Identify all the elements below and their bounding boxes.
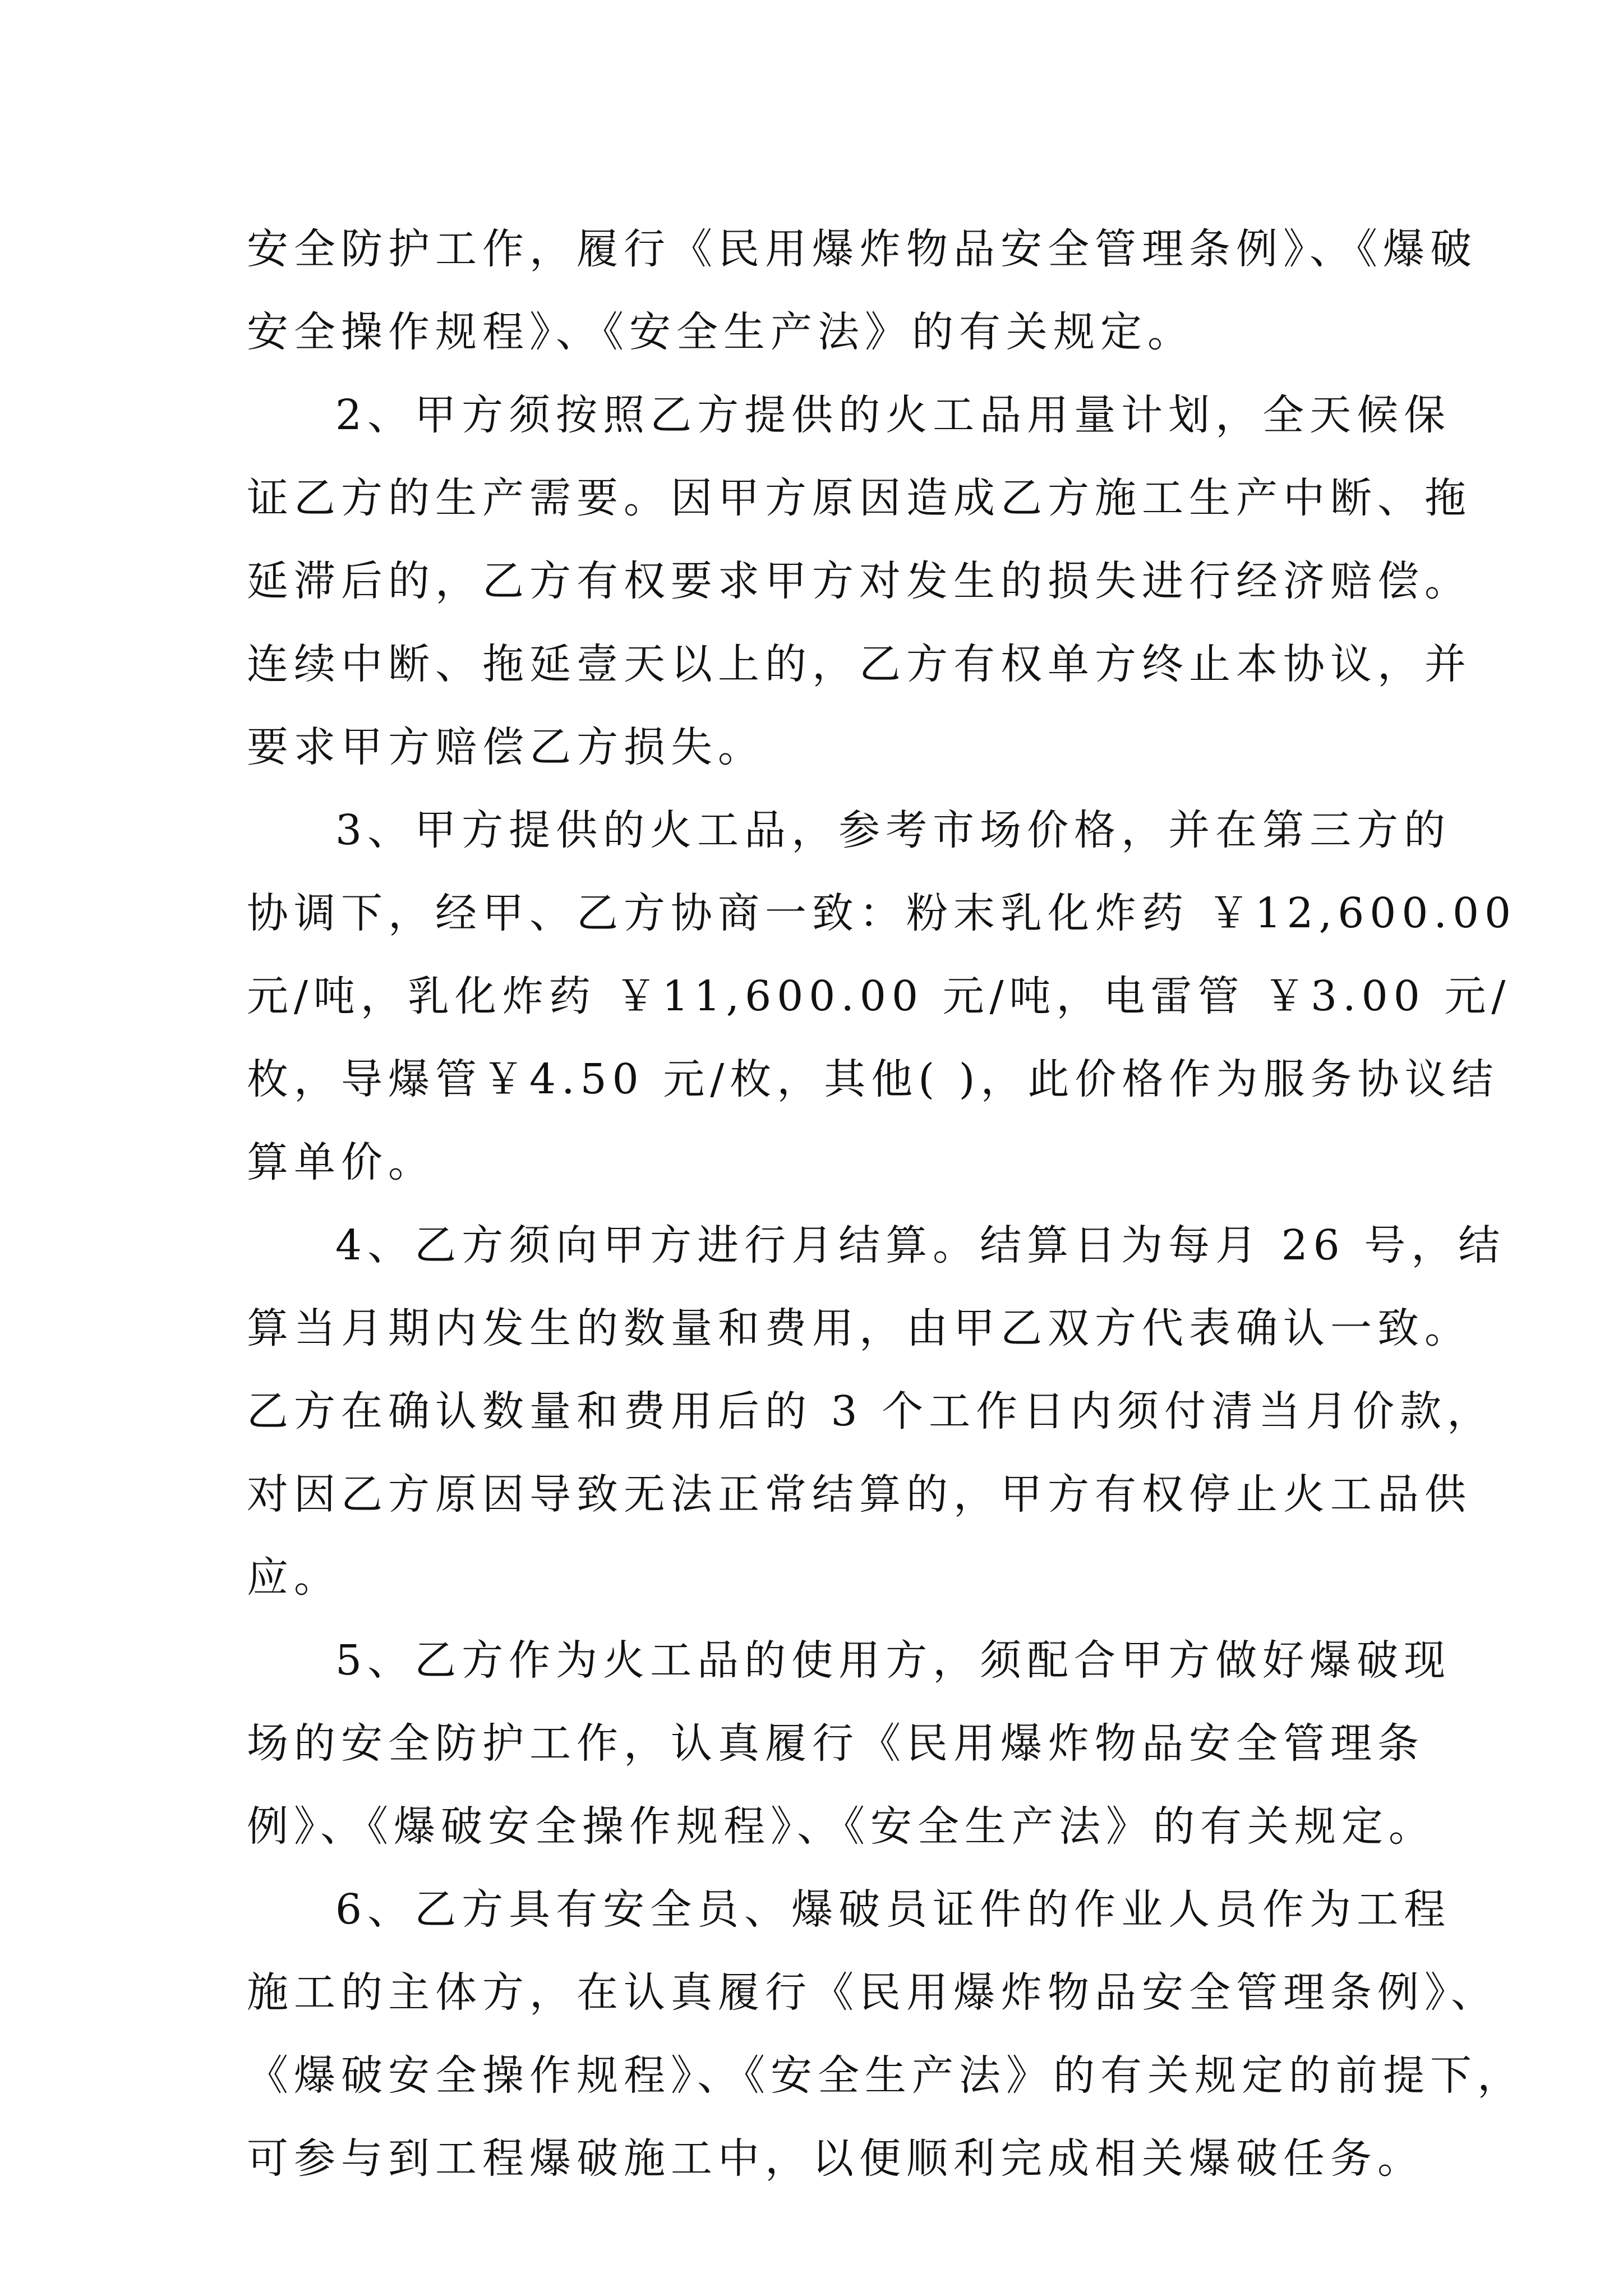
text-line: 对因乙方原因导致无法正常结算的，甲方有权停止火工品供 [247, 1470, 1472, 1519]
text-line: 证乙方的生产需要。因甲方原因造成乙方施工生产中断、拖 [247, 474, 1472, 522]
text-line: 元/吨，乳化炸药 ￥11,600.00 元/吨，电雷管 ￥3.00 元/ [247, 972, 1511, 1020]
text-line: 算单价。 [247, 1138, 435, 1186]
text-line: 可参与到工程爆破施工中，以便顺利完成相关爆破任务。 [247, 2134, 1424, 2183]
clause-5-first-line: 5、乙方作为火工品的使用方，须配合甲方做好爆破现 [335, 1636, 1451, 1685]
text-line: 场的安全防护工作，认真履行《民用爆炸物品安全管理条 [247, 1719, 1424, 1768]
text-line: 应。 [247, 1553, 341, 1602]
text-line: 延滞后的，乙方有权要求甲方对发生的损失进行经济赔偿。 [247, 557, 1472, 605]
text-line: 要求甲方赔偿乙方损失。 [247, 723, 765, 771]
text-line: 《爆破安全操作规程》、《安全生产法》的有关规定的前提下， [247, 2051, 1524, 2100]
text-line: 连续中断、拖延壹天以上的，乙方有权单方终止本协议，并 [247, 640, 1472, 688]
text-line: 算当月期内发生的数量和费用，由甲乙双方代表确认一致。 [247, 1304, 1472, 1352]
clause-2-first-line: 2、甲方须按照乙方提供的火工品用量计划，全天候保 [335, 391, 1451, 439]
text-line: 协调下，经甲、乙方协商一致：粉末乳化炸药 ￥12,600.00 [247, 889, 1517, 937]
text-line: 安全操作规程》、《安全生产法》的有关规定。 [247, 308, 1195, 356]
text-line: 例》、《爆破安全操作规程》、《安全生产法》的有关规定。 [247, 1802, 1436, 1851]
text-line: 枚，导爆管￥4.50 元/枚，其他( )，此价格作为服务协议结 [247, 1055, 1499, 1103]
text-line: 安全防护工作，履行《民用爆炸物品安全管理条例》、《爆破 [247, 225, 1477, 273]
clause-6-first-line: 6、乙方具有安全员、爆破员证件的作业人员作为工程 [335, 1885, 1451, 1934]
text-line: 乙方在确认数量和费用后的 3 个工作日内须付清当月价款， [247, 1387, 1495, 1435]
clause-3-first-line: 3、甲方提供的火工品，参考市场价格，并在第三方的 [335, 806, 1451, 854]
document-body [247, 208, 1524, 2200]
text-line: 施工的主体方，在认真履行《民用爆炸物品安全管理条例》、 [247, 1968, 1498, 2017]
clause-4-first-line: 4、乙方须向甲方进行月结算。结算日为每月 26 号，结 [335, 1221, 1506, 1269]
